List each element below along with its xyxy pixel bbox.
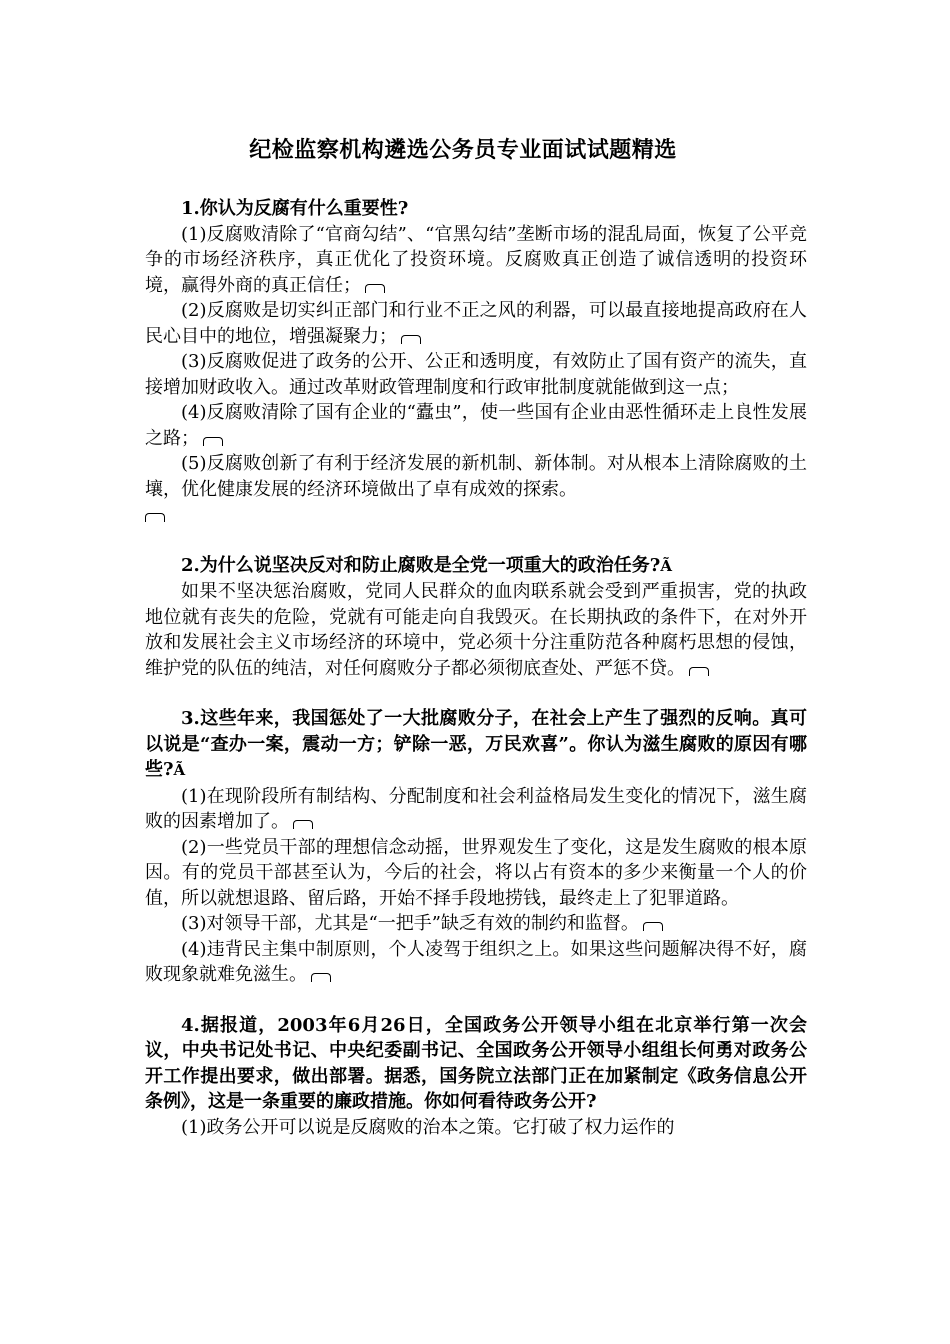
question-text: 4.据报道，2003年6月26日，全国政务公开领导小组在北京举行第一次会议，中央书记处书记、中央纪委副书记、全国政务公开领导小组组长何勇对政务公开工作提出要求，做出部署。据悉，国务院立法部门正在加紧制定《政务信息公开条例》，这是一条重要的廉政措施。你如何看待政务公开? (145, 1014, 807, 1112)
paragraph-text: (5)反腐败创新了有利于经济发展的新机制、新体制。对从根本上清除腐败的土壤，优化健康发展的经济环境做出了卓有成效的探索。 (145, 453, 807, 500)
question-heading (145, 196, 807, 222)
document-body (145, 196, 807, 1140)
answer-paragraph (145, 911, 807, 937)
paragraph-mark-icon (401, 335, 421, 344)
paragraph-text: (4)违背民主集中制原则，个人凌驾于组织之上。如果这些问题解决得不好，腐败现象就难免滋生。 (145, 938, 807, 985)
answer-paragraph (145, 451, 807, 502)
paragraph-mark-icon (145, 513, 165, 522)
answer-paragraph (145, 349, 807, 400)
question-text: 1.你认为反腐有什么重要性? (181, 198, 409, 219)
section-gap (145, 681, 807, 706)
paragraph-text: (4)反腐败清除了国有企业的“蠹虫”，使一些国有企业由恶性循环走上良性发展之路； (145, 402, 807, 449)
question-text: 2.为什么说坚决反对和防止腐败是全党一项重大的政治任务? (181, 554, 661, 576)
paragraph-mark-line (145, 502, 807, 528)
section-gap (145, 988, 807, 1013)
answer-paragraph (145, 937, 807, 988)
question-text: 3.这些年来，我国惩处了一大批腐败分子，在社会上产生了强烈的反响。真可以说是“查办一案，震动一方；铲除一恶，万民欢喜”。你认为滋生腐败的原因有哪些? (145, 708, 807, 780)
paragraph-mark-icon (293, 820, 313, 829)
document-title: 纪检监察机构遴选公务员专业面试试题精选 (249, 137, 677, 163)
paragraph-text: (3)反腐败促进了政务的公开、公正和透明度，有效防止了国有资产的流失，直接增加财政收入。通过改革财政管理制度和行政审批制度就能做到这一点； (145, 351, 807, 398)
question-suffix: Ã (660, 556, 672, 575)
paragraph-mark-icon (311, 973, 331, 982)
paragraph-text: (1)在现阶段所有制结构、分配制度和社会利益格局发生变化的情况下，滋生腐败的因素增加了。 (145, 785, 807, 832)
paragraph-text: (1)政务公开可以说是反腐败的治本之策。它打破了权力运作的 (181, 1116, 675, 1138)
answer-paragraph (145, 579, 807, 681)
answer-paragraph (145, 835, 807, 912)
answer-paragraph (145, 400, 807, 451)
answer-paragraph (145, 298, 807, 349)
paragraph-text: (2)一些党员干部的理想信念动摇，世界观发生了变化，这是发生腐败的根本原因。有的党员干部甚至认为，今后的社会，将以占有资本的多少来衡量一个人的价值，所以就想退路、留后路，开始不择手段地捞钱，最终走上了犯罪道路。 (145, 836, 807, 909)
answer-paragraph (145, 222, 807, 299)
question-heading (145, 706, 807, 784)
paragraph-text: (1)反腐败清除了“官商勾结”、“官黑勾结”垄断市场的混乱局面，恢复了公平竞争的市场经济秩序，真正优化了投资环境。反腐败真正创造了诚信透明的投资环境，赢得外商的真正信任； (145, 223, 807, 296)
paragraph-text: 如果不坚决惩治腐败，党同人民群众的血肉联系就会受到严重损害，党的执政地位就有丧失的危险，党就有可能走向自我毁灭。在长期执政的条件下，在对外开放和发展社会主义市场经济的环境中，党必须十分注重防范各种腐朽思想的侵蚀，维护党的队伍的纯洁，对任何腐败分子都必须彻底查处、严惩不贷。 (145, 581, 807, 679)
answer-paragraph (145, 784, 807, 835)
section-gap (145, 528, 807, 553)
question-heading (145, 1013, 807, 1115)
paragraph-mark-icon (643, 922, 663, 931)
paragraph-text: (2)反腐败是切实纠正部门和行业不正之风的利器，可以最直接地提高政府在人民心目中的地位，增强凝聚力； (145, 300, 807, 347)
question-heading (145, 553, 807, 580)
paragraph-mark-icon (203, 437, 223, 446)
paragraph-mark-icon (365, 284, 385, 293)
paragraph-text: (3)对领导干部，尤其是“一把手”缺乏有效的制约和监督。 (181, 913, 639, 934)
question-suffix: Ã (173, 761, 186, 779)
answer-paragraph (145, 1115, 807, 1141)
paragraph-mark-icon (689, 667, 709, 676)
